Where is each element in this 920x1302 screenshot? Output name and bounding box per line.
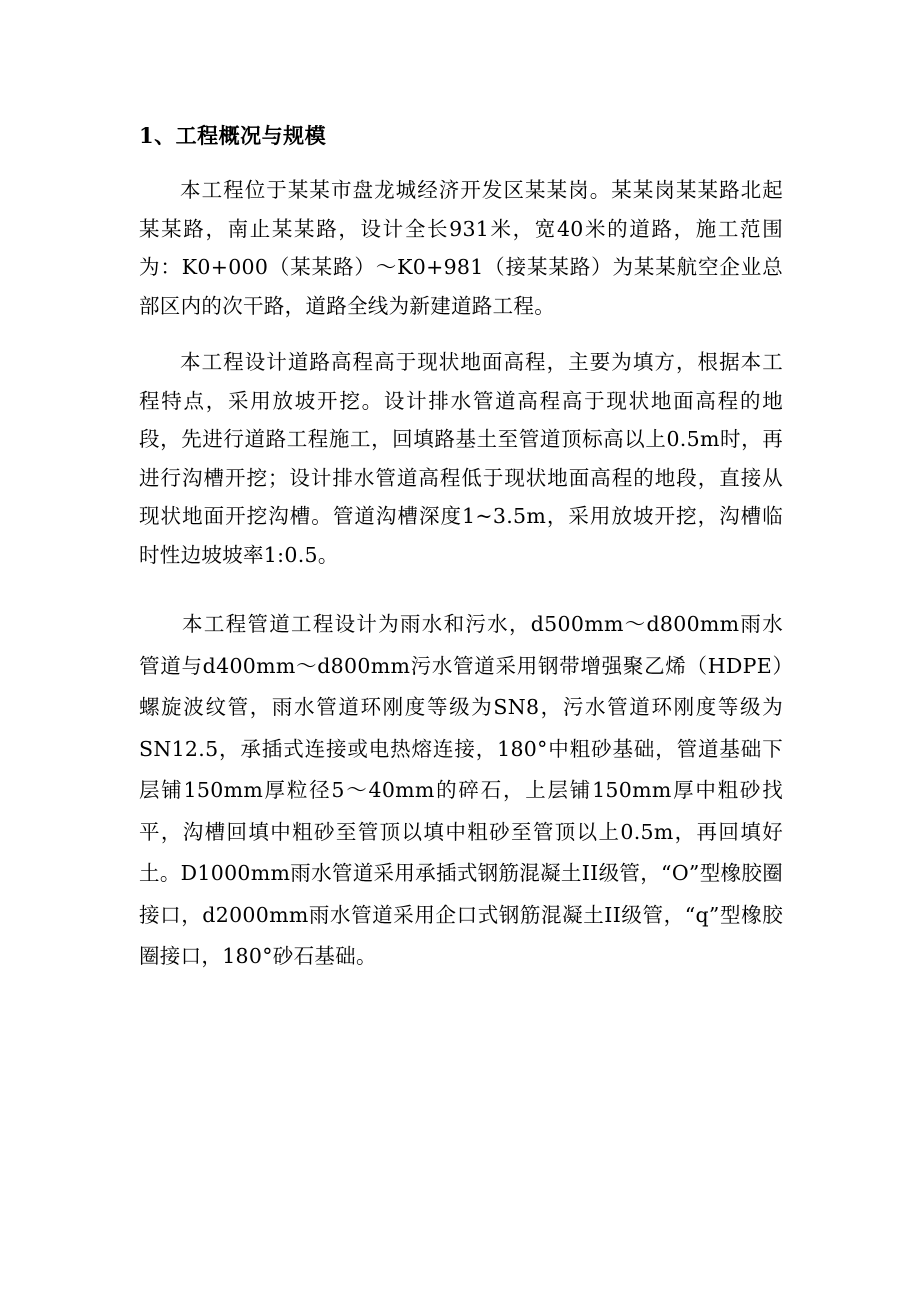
paragraph-pipeline: 本工程管道工程设计为雨水和污水，d500mm～d800mm雨水管道与d400mm～d800mm污水管道采用钢带增强聚乙烯（HDPE）螺旋波纹管，雨水管道环刚度等级为SN8，污水管道环刚度等级为SN12.5，承插式连接或电热熔连接，180°中粗砂基础，管道基础下层铺150mm厚粒径5～40mm的碎石，上层铺150mm厚中粗砂找平，沟槽回填中粗砂至管顶以填中粗砂至管顶以上0.5m，再回填好土。D1000mm雨水管道采用承插式钢筋混凝土II级管，“O”型橡胶圈接口，d2000mm雨水管道采用企口式钢筋混凝土II级管，“q”型橡胶圈接口，180°砂石基础。 [139,612,783,968]
paragraph-excavation: 本工程设计道路高程高于现状地面高程，主要为填方，根据本工程特点，采用放坡开挖。设计排水管道高程高于现状地面高程的地段，先进行道路工程施工，回填路基土至管道顶标高以上0.5m时，再进行沟槽开挖；设计排水管道高程低于现状地面高程的地段，直接从现状地面开挖沟槽。管道沟槽深度1~3.5m，采用放坡开挖，沟槽临时性边坡坡率1:0.5。 [139,350,783,567]
section-heading: 1、工程概况与规模 [139,123,327,148]
paragraph-project-location: 本工程位于某某市盘龙城经济开发区某某岗。某某岗某某路北起某某路，南止某某路，设计全长931米，宽40米的道路，施工范围为：K0+000（某某路）～K0+981（接某某路）为某某航空企业总部区内的次干路，道路全线为新建道路工程。 [139,178,783,318]
